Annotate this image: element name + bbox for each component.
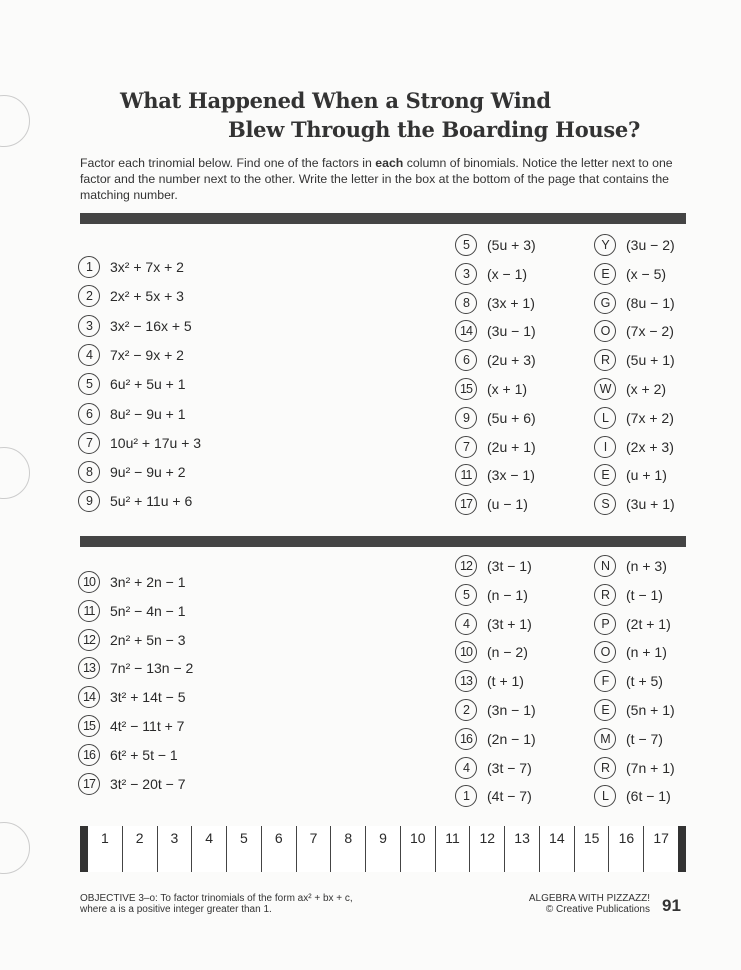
expression: (x − 1)	[487, 265, 528, 282]
expression: (5u + 6)	[487, 409, 536, 426]
circled-label: 10	[78, 571, 100, 593]
answer-boxes	[80, 826, 686, 872]
trinomial-item	[78, 372, 186, 396]
letter-factor-item	[594, 727, 663, 751]
letter-factor-item	[594, 492, 675, 516]
number-factor-item	[455, 492, 528, 516]
number-factor-item	[455, 640, 528, 664]
circled-label: Y	[594, 234, 616, 256]
letter-factor-item	[594, 435, 674, 459]
circled-label: M	[594, 728, 616, 750]
number-factor-item	[455, 233, 536, 257]
letter-factor-item	[594, 377, 666, 401]
trinomial-item	[78, 460, 186, 484]
answer-box[interactable]: 1	[88, 826, 122, 872]
expression: 3x² + 7x + 2	[110, 259, 184, 275]
number-factor-item	[455, 698, 536, 722]
circled-label: 7	[455, 436, 477, 458]
expression: (3u − 1)	[487, 323, 536, 340]
letter-factor-item	[594, 640, 667, 664]
circled-label: G	[594, 292, 616, 314]
expression: (7x + 2)	[626, 409, 674, 426]
number-factor-item	[455, 756, 532, 780]
trinomial-item	[78, 656, 193, 680]
circled-label: 4	[78, 344, 100, 366]
answer-box[interactable]: 9	[365, 826, 400, 872]
expression: (u + 1)	[626, 467, 667, 484]
letter-factor-item	[594, 348, 675, 372]
letter-factor-item	[594, 698, 675, 722]
expression: 3t² + 14t − 5	[110, 689, 186, 706]
expression: 10u² + 17u + 3	[110, 434, 202, 451]
expression: (3u + 1)	[626, 496, 675, 513]
circled-label: 9	[455, 407, 477, 429]
expression: (u − 1)	[487, 496, 528, 513]
number-factor-item	[455, 727, 536, 751]
number-factor-item	[455, 319, 536, 343]
expression: 4t² − 11t + 7	[110, 718, 185, 734]
expression: (t + 5)	[626, 673, 663, 690]
circled-label: 8	[455, 292, 477, 314]
circled-label: F	[594, 670, 616, 692]
letter-factor-item	[594, 319, 674, 343]
circled-label: E	[594, 464, 616, 486]
circled-label: I	[594, 436, 616, 458]
trinomial-item	[78, 599, 186, 623]
expression: 2x² + 5x + 3	[110, 288, 184, 305]
expression: (4t − 7)	[487, 788, 532, 805]
trinomial-item	[78, 489, 192, 513]
circled-label: 15	[455, 378, 477, 400]
expression: (n + 1)	[626, 644, 667, 661]
circled-label: 1	[78, 256, 100, 278]
letter-factor-item	[594, 463, 667, 487]
expression: (5n + 1)	[626, 702, 675, 718]
circled-label: W	[594, 378, 616, 400]
expression: (3t − 1)	[487, 558, 532, 574]
expression: (5u + 3)	[487, 237, 536, 253]
circled-label: 11	[455, 464, 477, 486]
answer-box[interactable]: 13	[504, 826, 539, 872]
number-factor-item	[455, 583, 528, 607]
trinomial-item	[78, 714, 184, 738]
objective	[80, 893, 353, 915]
expression: (2u + 3)	[487, 352, 536, 369]
binder-hole	[0, 822, 30, 874]
publisher: © Creative Publications	[545, 904, 650, 915]
answer-box[interactable]: 6	[261, 826, 296, 872]
circled-label: P	[594, 613, 616, 635]
circled-label: 4	[455, 757, 477, 779]
number-factor-item	[455, 612, 532, 636]
circled-label: R	[594, 349, 616, 371]
answer-box[interactable]: 3	[157, 826, 192, 872]
title-line-1: What Happened When a Strong Wind	[120, 88, 551, 113]
answer-box[interactable]: 14	[539, 826, 574, 872]
expression: (x − 5)	[626, 265, 667, 282]
circled-label: L	[594, 785, 616, 807]
letter-factor-item	[594, 583, 663, 607]
circled-label: 16	[78, 744, 100, 766]
trinomial-item	[78, 628, 186, 652]
expression: (3t − 7)	[487, 759, 532, 776]
expression: 3x² − 16x + 5	[110, 317, 192, 334]
circled-label: 12	[78, 629, 100, 651]
answer-box[interactable]: 11	[435, 826, 470, 872]
letter-factor-item	[594, 669, 663, 693]
expression: (3t + 1)	[487, 615, 532, 632]
section-divider	[80, 213, 686, 224]
circled-label: 11	[78, 600, 100, 622]
trinomial-item	[78, 343, 184, 367]
circled-label: 3	[78, 315, 100, 337]
circled-label: 4	[455, 613, 477, 635]
expression: (t + 1)	[487, 673, 524, 690]
trinomial-item	[78, 431, 201, 455]
expression: (5u + 1)	[626, 352, 675, 369]
number-factor-item	[455, 669, 524, 693]
circled-label: 5	[455, 234, 477, 256]
expression: (t − 1)	[626, 586, 663, 603]
binder-hole	[0, 95, 30, 147]
number-factor-item	[455, 406, 536, 430]
trinomial-item	[78, 255, 184, 279]
letter-factor-item	[594, 756, 675, 780]
credits	[500, 893, 650, 915]
answer-box[interactable]: 4	[191, 826, 226, 872]
expression: 3n² + 2n − 1	[110, 574, 186, 590]
trinomial-item	[78, 743, 178, 767]
expression: 9u² − 9u + 2	[110, 464, 186, 481]
circled-label: 15	[78, 715, 100, 737]
circled-label: 7	[78, 432, 100, 454]
circled-label: R	[594, 584, 616, 606]
answer-box[interactable]: 12	[469, 826, 504, 872]
circled-label: 17	[78, 773, 100, 795]
instructions	[80, 155, 690, 203]
expression: (x + 1)	[487, 381, 528, 397]
answer-box[interactable]: 7	[296, 826, 331, 872]
binder-hole	[0, 447, 30, 499]
expression: (n − 2)	[487, 644, 528, 661]
circled-label: 2	[78, 285, 100, 307]
expression: 7x² − 9x + 2	[110, 346, 184, 363]
trinomial-item	[78, 314, 192, 338]
letter-factor-item	[594, 554, 667, 578]
circled-label: O	[594, 641, 616, 663]
expression: (2x + 3)	[626, 438, 674, 455]
trinomial-item	[78, 402, 186, 426]
circled-label: 8	[78, 461, 100, 483]
objective-line-1: OBJECTIVE 3–o: To factor trinomials of the form ax² + bx + c,	[80, 893, 353, 904]
instructions-text: column of binomials. Notice the letter next to one factor and the number next to the other. Write the letter in the box at the bottom of the page that contains the matching number.	[80, 156, 673, 202]
page-number: 91	[662, 896, 681, 915]
expression: (2t + 1)	[626, 615, 671, 632]
circled-label: 2	[455, 699, 477, 721]
number-factor-item	[455, 463, 535, 487]
trinomial-item	[78, 570, 186, 594]
circled-label: S	[594, 493, 616, 515]
expression: (t − 7)	[626, 730, 663, 747]
expression: 2n² + 5n − 3	[110, 631, 186, 648]
instructions-bold: each	[375, 156, 404, 170]
expression: (n + 3)	[626, 558, 667, 574]
expression: (3x + 1)	[487, 294, 535, 311]
circled-label: L	[594, 407, 616, 429]
trinomial-item	[78, 284, 184, 308]
section-divider	[80, 536, 686, 547]
expression: (x + 2)	[626, 381, 667, 397]
letter-factor-item	[594, 406, 674, 430]
letter-factor-item	[594, 233, 675, 257]
expression: (n − 1)	[487, 586, 528, 603]
circled-label: 9	[78, 490, 100, 512]
expression: 6t² + 5t − 1	[110, 746, 178, 763]
circled-label: E	[594, 699, 616, 721]
number-factor-item	[455, 435, 536, 459]
expression: 3t² − 20t − 7	[110, 775, 186, 792]
number-factor-item	[455, 291, 535, 315]
expression: (3n − 1)	[487, 702, 536, 718]
letter-factor-item	[594, 612, 671, 636]
answer-box[interactable]: 8	[330, 826, 365, 872]
answer-box[interactable]: 16	[608, 826, 643, 872]
circled-label: 13	[455, 670, 477, 692]
number-factor-item	[455, 377, 527, 401]
circled-label: 1	[455, 785, 477, 807]
book-title: ALGEBRA WITH PIZZAZZ!	[528, 893, 650, 904]
trinomial-item	[78, 685, 186, 709]
expression: (3u − 2)	[626, 237, 675, 253]
answer-box[interactable]: 15	[574, 826, 609, 872]
answer-box[interactable]: 5	[226, 826, 261, 872]
expression: (2u + 1)	[487, 438, 536, 455]
answer-box[interactable]: 10	[400, 826, 435, 872]
circled-label: 16	[455, 728, 477, 750]
expression: 6u² + 5u + 1	[110, 376, 186, 393]
number-factor-item	[455, 554, 532, 578]
circled-label: E	[594, 263, 616, 285]
circled-label: 13	[78, 657, 100, 679]
title-line-2: Blew Through the Boarding House?	[228, 117, 640, 142]
letter-factor-item	[594, 291, 675, 315]
expression: (3x − 1)	[487, 467, 535, 484]
circled-label: 14	[455, 320, 477, 342]
number-factor-item	[455, 262, 527, 286]
expression: (7n + 1)	[626, 759, 675, 776]
expression: 5u² + 11u + 6	[110, 493, 193, 510]
expression: 5n² − 4n − 1	[110, 602, 186, 619]
circled-label: O	[594, 320, 616, 342]
expression: 7n² − 13n − 2	[110, 660, 194, 677]
instructions-text: Factor each trinomial below. Find one of the factors in	[80, 156, 376, 170]
number-factor-item	[455, 784, 532, 808]
circled-label: 6	[78, 403, 100, 425]
circled-label: 12	[455, 555, 477, 577]
letter-factor-item	[594, 784, 671, 808]
expression: (8u − 1)	[626, 294, 675, 311]
answer-box[interactable]: 17	[643, 826, 678, 872]
expression: (2n − 1)	[487, 730, 536, 747]
answer-box[interactable]: 2	[122, 826, 157, 872]
circled-label: 5	[78, 373, 100, 395]
circled-label: 14	[78, 686, 100, 708]
objective-line-2: where a is a positive integer greater than 1.	[80, 904, 272, 915]
number-factor-item	[455, 348, 536, 372]
circled-label: 10	[455, 641, 477, 663]
circled-label: 17	[455, 493, 477, 515]
expression: (6t − 1)	[626, 788, 671, 805]
circled-label: 6	[455, 349, 477, 371]
expression: 8u² − 9u + 1	[110, 405, 186, 422]
circled-label: R	[594, 757, 616, 779]
circled-label: 5	[455, 584, 477, 606]
trinomial-item	[78, 772, 186, 796]
circled-label: 3	[455, 263, 477, 285]
letter-factor-item	[594, 262, 666, 286]
circled-label: N	[594, 555, 616, 577]
expression: (7x − 2)	[626, 323, 674, 340]
